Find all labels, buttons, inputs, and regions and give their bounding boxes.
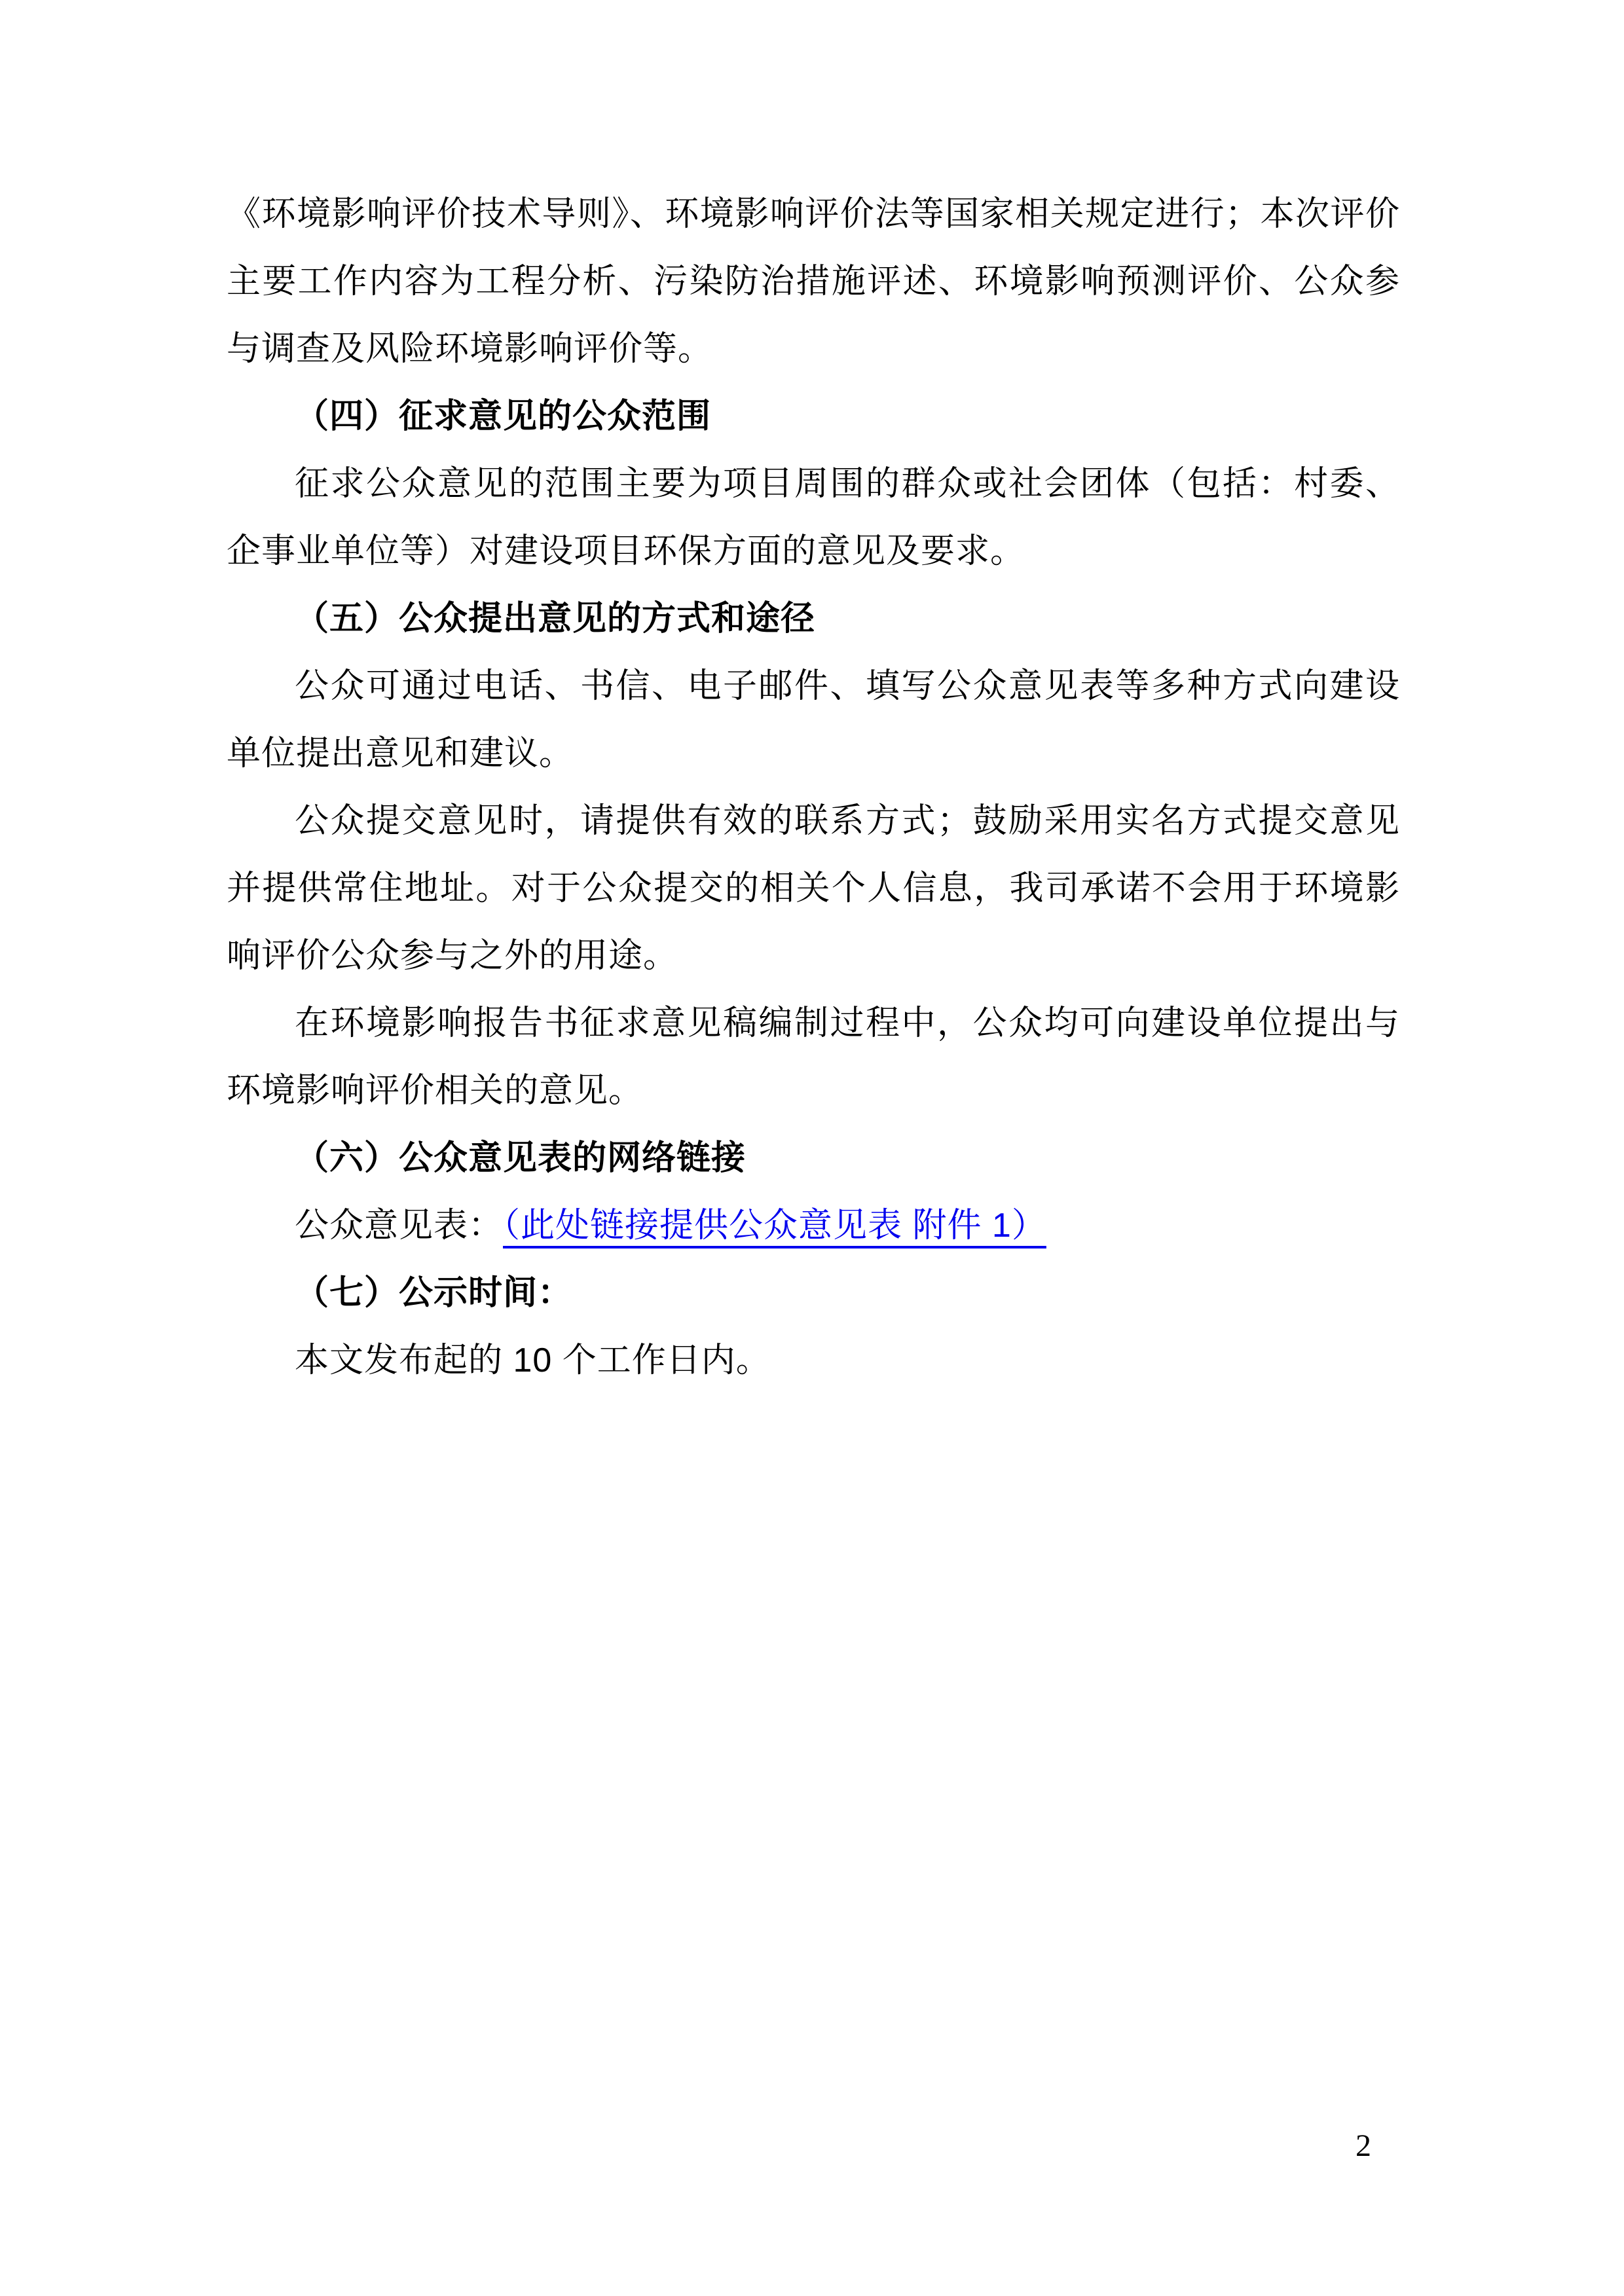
heading-section-7-publicity-period: （七）公示时间： bbox=[295, 1274, 573, 1312]
paragraph-eia-standards-continuation: 《环境影响评价技术导则》、环境影响评价法等国家相关规定进行；本次评价主要工作内容为工程分析、污染防治措施评述、环境影响预测评价、公众参与调查及风险环境影响评价等。 bbox=[227, 195, 1400, 368]
paragraph-publicity-period: 本文发布起的 10 个工作日内。 bbox=[295, 1341, 771, 1379]
heading-section-6-form-link: （六）公众意见表的网络链接 bbox=[295, 1139, 747, 1177]
form-link-label: 公众意见表： bbox=[295, 1207, 504, 1245]
paragraph-draft-stage-notice: 在环境影响报告书征求意见稿编制过程中，公众均可向建设单位提出与环境影响评价相关的意见。 bbox=[227, 1004, 1400, 1110]
page-number: 2 bbox=[1356, 2128, 1371, 2163]
heading-section-4-public-scope: （四）征求意见的公众范围 bbox=[295, 397, 712, 435]
document-content bbox=[227, 181, 1400, 1394]
paragraph-contact-info-notice: 公众提交意见时，请提供有效的联系方式；鼓励采用实名方式提交意见并提供常住地址。对于公众提交的相关个人信息，我司承诺不会用于环境影响评价公众参与之外的用途。 bbox=[227, 802, 1400, 975]
paragraph-public-scope: 征求公众意见的范围主要为项目周围的群众或社会团体（包括：村委、企事业单位等）对建设项目环保方面的意见及要求。 bbox=[227, 465, 1400, 570]
heading-section-5-feedback-methods: （五）公众提出意见的方式和途径 bbox=[295, 600, 816, 638]
paragraph-form-link-line bbox=[227, 1192, 1400, 1260]
paragraph-feedback-methods: 公众可通过电话、书信、电子邮件、填写公众意见表等多种方式向建设单位提出意见和建议。 bbox=[227, 667, 1400, 773]
public-comment-form-link[interactable]: （此处链接提供公众意见表 附件 1） bbox=[503, 1207, 1046, 1245]
